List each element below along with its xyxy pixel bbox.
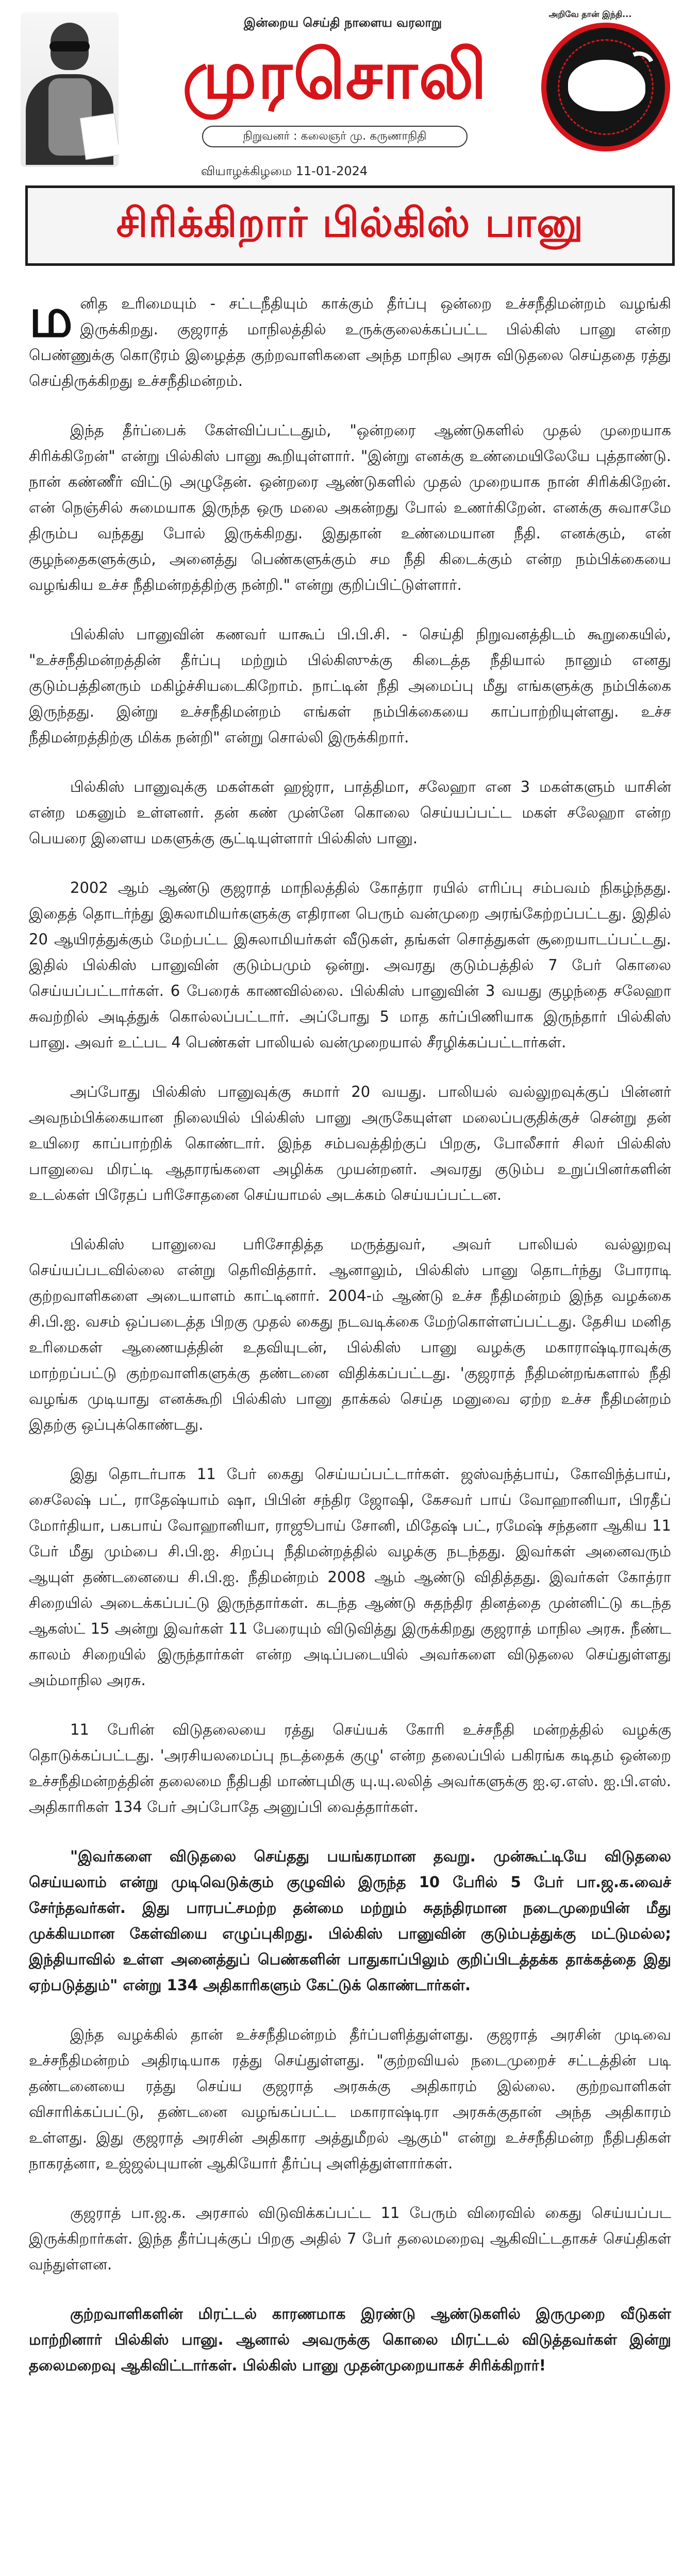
article-body (0, 266, 700, 2378)
founder-line: நிறுவனர் : கலைஞர் மு. கருணாநிதி (202, 126, 468, 147)
article-paragraph: பில்கிஸ் பானுவை பரிசோதித்த மருத்துவர், அவர் பாலியல் வல்லுறவு செய்யப்படவில்லை என்று தெரிவித்தார். ஆனாலும், பில்கிஸ் பானு தொடர்ந்து போராடி குற்றவாளிகளை அடையாளம் காட்டினார். 2004-ம் ஆண்டு உச்ச நீதிமன்றம் இந்த வழக்கை சி.பி.ஐ. வசம் ஒப்படைத்த பிறகு முதல் கைது நடவடிக்கை மேற்கொள்ளப்பட்டது. தேசிய மனித உரிமைகள் ஆணையத்தின் உதவியுடன், பில்கிஸ் பானு வழக்கு மகாராஷ்டிராவுக்கு மாற்றப்பட்டு குற்றவாளிகளுக்கு தண்டனை விதிக்கப்பட்டது. 'குஜராத் நீதிமன்றங்களால் நீதி வழங்க முடியாது எனக்கூறி பில்கிஸ் பானு தாக்கல் செய்த மனுவை ஏற்ற உச்ச நீதிமன்றம் இதற்கு ஒப்புக்கொண்டது. (29, 1235, 671, 1433)
tagline: இன்றைய செய்தி நாளைய வரலாறு (243, 15, 442, 30)
masthead (0, 0, 700, 185)
bull-emblem-icon (541, 23, 670, 151)
article-paragraph: குற்றவாளிகளின் மிரட்டல் காரணமாக இரண்டு ஆண்டுகளில் இருமுறை வீடுகள் மாற்றினார் பில்கிஸ் பானு. ஆனால் அவருக்கு கொலை மிரட்டல் விடுத்தவர்கள் இன்று தலைமறைவு ஆகிவிட்டார்கள். பில்கிஸ் பானு முதன்முறையாகச் சிரிக்கிறார்! (29, 2305, 671, 2374)
article-paragraph: 2002 ஆம் ஆண்டு குஜராத் மாநிலத்தில் கோத்ரா ரயில் எரிப்பு சம்பவம் நிகழ்ந்தது. இதைத் தொடர்ந்து இசுலாமியர்களுக்கு எதிரான பெரும் வன்முறை அரங்கேற்றப்பட்டது. இதில் 20 ஆயிரத்துக்கும் மேற்பட்ட இசுலாமியர்கள் வீடுகள், தங்கள் சொத்துகள் சூறையாடப்பட்டது. இதில் பில்கிஸ் பானுவின் குடும்பமும் ஒன்று. அவரது குடும்பத்தில் 7 பேர் கொலை செய்யப்பட்டார்கள். 6 பேரைக் காணவில்லை. பில்கிஸ் பானுவின் 3 வயது குழந்தை சலேஹா சுவற்றில் அடித்துக் கொல்லப்பட்டார். அப்போது 5 மாத கர்ப்பிணியாக இருந்தார் பில்கிஸ் பானு. அவர் உட்பட 4 பெண்கள் பாலியல் வன்முறையால் சீரழிக்கப்பட்டார்கள். (29, 879, 671, 1051)
emblem-caption: அறிவே தான் இந்தி... (548, 9, 632, 19)
newspaper-logo: முரசொலி (182, 36, 488, 114)
article-paragraph: பில்கிஸ் பானுவின் கணவர் யாகூப் பி.பி.சி. - செய்தி நிறுவனத்திடம் கூறுகையில், "உச்சநீதிமன்றத்தின் தீர்ப்பு மற்றும் பில்கிஸுக்கு கிடைத்த நீதியால் நானும் எனது குடும்பத்தினரும் மகிழ்ச்சியடைகிறோம். நாட்டின் நீதி அமைப்பு மீது எங்களுக்கு நம்பிக்கை இருந்தது. இன்று உச்சநீதிமன்றம் எங்கள் நம்பிக்கையை காப்பாற்றியுள்ளது. உச்ச நீதிமன்றத்திற்கு மிக்க நன்றி" என்று சொல்லி இருக்கிறார். (29, 625, 671, 746)
article-paragraph: குஜராத் பா.ஜ.க. அரசால் விடுவிக்கப்பட்ட 11 பேரும் விரைவில் கைது செய்யப்பட இருக்கிறார்கள். இந்த தீர்ப்புக்குப் பிறகு அதில் 7 பேர் தலைமறைவு ஆகிவிட்டதாகச் செய்திகள் வந்துள்ளன. (29, 2204, 671, 2273)
article-paragraph: பில்கிஸ் பானுவுக்கு மகள்கள் ஹஜ்ரா, பாத்திமா, சலேஹா என 3 மகள்களும் யாசின் என்ற மகனும் உள்ளனர். தன் கண் முன்னே கொலை செய்யப்பட்ட மகள் சலேஹா என்ற பெயரை இளைய மகளுக்கு சூட்டியுள்ளார் பில்கிஸ் பானு. (29, 778, 671, 847)
article-paragraph: இது தொடர்பாக 11 பேர் கைது செய்யப்பட்டார்கள். ஜஸ்வந்த்பாய், கோவிந்த்பாய், சைலேஷ் பட், ராதேஷ்யாம் ஷா, பிபின் சந்திர ஜோஷி, கேசவர் பாய் வோஹானியா, பிரதீப் மோர்தியா, பகபாய் வோஹானியா, ராஜூபாய் சோனி, மிதேஷ் பட், ரமேஷ் சந்தனா ஆகிய 11 பேர் மீது மும்பை சி.பி.ஐ. சிறப்பு நீதிமன்றத்தில் வழக்கு நடந்தது. இவர்கள் அனைவரும் ஆயுள் தண்டனையை சி.பி.ஐ. நீதிமன்றம் 2008 ஆம் ஆண்டு விதித்தது. இவர்கள் கோத்ரா சிறையில் அடைக்கப்பட்டு இருந்தார்கள். கடந்த ஆண்டு சுதந்திர தினத்தை முன்னிட்டு கடந்த ஆகஸ்ட் 15 அன்று இவர்கள் 11 பேரையும் விடுவித்து இருக்கிறது குஜராத் மாநில அரசு. நீண்ட காலம் சிறையில் இருந்தார்கள் என்ற அடிப்படையில் அவர்களை விடுதலை செய்துள்ளது அம்மாநில அரசு. (29, 1465, 671, 1689)
dropcap: ம (29, 286, 73, 349)
headline-box (25, 185, 675, 266)
article-headline: சிரிக்கிறார் பில்கிஸ் பானு (116, 200, 584, 246)
publication-date: வியாழக்கிழமை 11-01-2024 (201, 164, 368, 178)
article-paragraph: மனித உரிமையும் - சட்டநீதியும் காக்கும் தீர்ப்பு ஒன்றை உச்சநீதிமன்றம் வழங்கி இருக்கிறது. குஜராத் மாநிலத்தில் உருக்குலைக்கப்பட்ட பில்கிஸ் பானு என்ற பெண்ணுக்கு கொடூரம் இழைத்த குற்றவாளிகளை அந்த மாநில அரசு விடுதலை செய்ததை ரத்து செய்திருக்கிறது உச்சநீதிமன்றம். (29, 286, 671, 389)
article-paragraph: அப்போது பில்கிஸ் பானுவுக்கு சுமார் 20 வயது. பாலியல் வல்லுறவுக்குப் பின்னர் அவநம்பிக்கையான நிலையில் பில்கிஸ் பானு அருகேயுள்ள மலைப்பகுதிக்குச் சென்று தன் உயிரை காப்பாற்றிக் கொண்டார். இந்த சம்பவத்திற்குப் பிறகு, போலீசார் சிலர் பில்கிஸ் பானுவை மிரட்டி ஆதாரங்களை அழிக்க முயன்றனர். அவரது குடும்ப உறுப்பினர்களின் உடல்கள் பிரேதப் பரிசோதனை செய்யாமல் அடக்கம் செய்யப்பட்டன. (29, 1083, 671, 1204)
article-paragraph: "இவர்களை விடுதலை செய்தது பயங்கரமான தவறு. முன்கூட்டியே விடுதலை செய்யலாம் என்று முடிவெடுக்கும் குழுவில் இருந்த 10 பேரில் 5 பேர் பா.ஜ.க.வைச் சேர்ந்தவர்கள். இது பாரபட்சமற்ற தன்மை மற்றும் சுதந்திரமான நடைமுறையின் மீது முக்கியமான கேள்வியை எழுப்புகிறது. பில்கிஸ் பானுவின் குடும்பத்துக்கு மட்டுமல்ல; இந்தியாவில் உள்ள அனைத்துப் பெண்களின் பாதுகாப்பிலும் குறிப்பிடத்தக்க தாக்கத்தை இது ஏற்படுத்தும்" என்று 134 அதிகாரிகளும் கேட்டுக் கொண்டார்கள். (29, 1848, 671, 1994)
founder-portrait (21, 12, 119, 167)
article-paragraph: இந்த வழக்கில் தான் உச்சநீதிமன்றம் தீர்ப்பளித்துள்ளது. குஜராத் அரசின் முடிவை உச்சநீதிமன்றம் அதிரடியாக ரத்து செய்துள்ளது. "குற்றவியல் நடைமுறைச் சட்டத்தின் படி தண்டனையை ரத்து செய்ய குஜராத் அரசுக்கு அதிகாரம் இல்லை. குற்றவாளிகள் விசாரிக்கப்பட்டு, தண்டனை வழங்கப்பட்ட மகாராஷ்டிரா அரசுக்குதான் அந்த அதிகாரம் உள்ளது. இது குஜராத் அரசின் அதிகார அத்துமீறல் ஆகும்" என்று உச்சநீதிமன்ற நீதிபதிகள் நாகரத்னா, உஜ்ஜல்புயான் ஆகியோர் தீர்ப்பு அளித்துள்ளார்கள். (29, 2026, 671, 2172)
article-paragraph: இந்த தீர்ப்பைக் கேள்விப்பட்டதும், "ஒன்றரை ஆண்டுகளில் முதல் முறையாக சிரிக்கிறேன்" என்று பில்கிஸ் பானு கூறியுள்ளார். "இன்று எனக்கு உண்மையிலேயே புத்தாண்டு. நான் கண்ணீர் விட்டு அழுதேன். ஒன்றரை ஆண்டுகளில் முதல் முறையாக நான் சிரிக்கிறேன். என் நெஞ்சில் சுமையாக இருந்த ஒரு மலை அகன்றது போல் உணர்கிறேன். எனக்கு சுவாசமே திரும்ப வந்தது போல் இருக்கிறது. இதுதான் உண்மையான நீதி. எனக்கும், என் குழந்தைகளுக்கும், அனைத்து பெண்களுக்கும் சம நீதி கிடைக்கும் என்ற நம்பிக்கையை வழங்கிய உச்ச நீதிமன்றத்திற்கு நன்றி." என்று குறிப்பிட்டுள்ளார். (29, 421, 671, 594)
article-paragraph: 11 பேரின் விடுதலையை ரத்து செய்யக் கோரி உச்சநீதி மன்றத்தில் வழக்கு தொடுக்கப்பட்டது. 'அரசியலமைப்பு நடத்தைக் குழு' என்ற தலைப்பில் பகிரங்க கடிதம் ஒன்றை உச்சநீதிமன்றத்தின் தலைமை நீதிபதி மாண்புமிகு யு.யு.லலித் அவர்களுக்கு ஐ.ஏ.எஸ். ஐ.பி.எஸ். அதிகாரிகள் 134 பேர் அப்போதே அனுப்பி வைத்தார்கள். (29, 1721, 671, 1816)
